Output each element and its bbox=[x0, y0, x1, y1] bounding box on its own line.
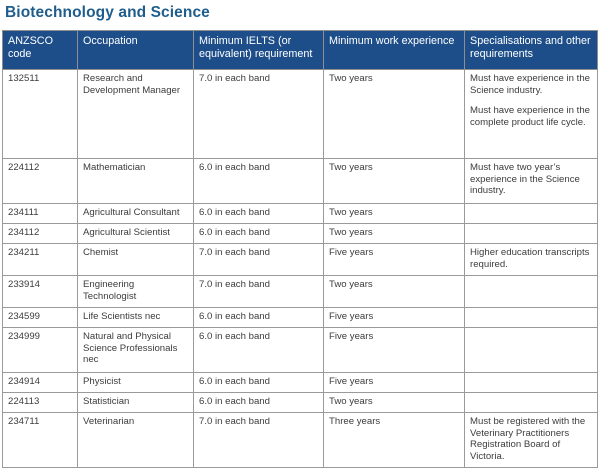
cell-code: 132511 bbox=[3, 70, 78, 159]
cell-occupation: Agricultural Consultant bbox=[78, 204, 194, 224]
cell-occupation: Chemist bbox=[78, 244, 194, 276]
cell-requirements bbox=[465, 159, 598, 204]
cell-occupation: Agricultural Scientist bbox=[78, 224, 194, 244]
table-row bbox=[3, 224, 598, 244]
cell-experience: Two years bbox=[324, 70, 465, 159]
cell-ielts: 6.0 in each band bbox=[194, 308, 324, 328]
table-row bbox=[3, 276, 598, 308]
header-minimum-work-experience: Minimum work experience bbox=[324, 31, 465, 70]
header-specialisations: Specialisations and other requirements bbox=[465, 31, 598, 70]
cell-ielts: 7.0 in each band bbox=[194, 244, 324, 276]
cell-code: 234211 bbox=[3, 244, 78, 276]
cell-code: 224112 bbox=[3, 159, 78, 204]
requirement-text: Must have two year’s experience in the Science industry. bbox=[470, 162, 580, 196]
cell-code: 234112 bbox=[3, 224, 78, 244]
cell-occupation: Engineering Technologist bbox=[78, 276, 194, 308]
cell-experience: Two years bbox=[324, 393, 465, 413]
table-header-row bbox=[3, 31, 598, 70]
header-occupation: Occupation bbox=[78, 31, 194, 70]
cell-experience: Five years bbox=[324, 373, 465, 393]
cell-requirements bbox=[465, 413, 598, 468]
cell-requirements bbox=[465, 393, 598, 413]
cell-experience: Two years bbox=[324, 159, 465, 204]
cell-requirements bbox=[465, 373, 598, 393]
cell-experience: Five years bbox=[324, 244, 465, 276]
cell-experience: Two years bbox=[324, 276, 465, 308]
cell-code: 234599 bbox=[3, 308, 78, 328]
cell-experience: Five years bbox=[324, 328, 465, 373]
requirement-text: Must have experience in the Science industry. bbox=[470, 73, 590, 96]
cell-experience: Two years bbox=[324, 224, 465, 244]
cell-requirements bbox=[465, 308, 598, 328]
table-row bbox=[3, 328, 598, 373]
cell-ielts: 6.0 in each band bbox=[194, 224, 324, 244]
occupation-table bbox=[2, 30, 598, 468]
cell-requirements bbox=[465, 224, 598, 244]
cell-requirements bbox=[465, 204, 598, 224]
cell-experience: Two years bbox=[324, 204, 465, 224]
cell-code: 234711 bbox=[3, 413, 78, 468]
cell-requirements bbox=[465, 244, 598, 276]
cell-requirements bbox=[465, 276, 598, 308]
table-row bbox=[3, 393, 598, 413]
requirement-text: Must be registered with the Veterinary Practitioners Registration Board of Victoria. bbox=[470, 416, 586, 462]
cell-occupation: Natural and Physical Science Professionals nec bbox=[78, 328, 194, 373]
cell-ielts: 6.0 in each band bbox=[194, 393, 324, 413]
cell-occupation: Research and Development Manager bbox=[78, 70, 194, 159]
cell-requirements bbox=[465, 328, 598, 373]
cell-ielts: 6.0 in each band bbox=[194, 373, 324, 393]
cell-ielts: 7.0 in each band bbox=[194, 276, 324, 308]
table-row bbox=[3, 204, 598, 224]
cell-requirements bbox=[465, 70, 598, 159]
table-row bbox=[3, 373, 598, 393]
requirement-text: Must have experience in the complete product life cycle. bbox=[470, 105, 590, 128]
table-row bbox=[3, 159, 598, 204]
cell-experience: Three years bbox=[324, 413, 465, 468]
cell-ielts: 6.0 in each band bbox=[194, 159, 324, 204]
cell-ielts: 6.0 in each band bbox=[194, 328, 324, 373]
cell-ielts: 7.0 in each band bbox=[194, 70, 324, 159]
cell-code: 234914 bbox=[3, 373, 78, 393]
section-title: Biotechnology and Science bbox=[5, 4, 210, 21]
cell-ielts: 7.0 in each band bbox=[194, 413, 324, 468]
cell-occupation: Statistician bbox=[78, 393, 194, 413]
requirement-text: Higher education transcripts required. bbox=[470, 247, 590, 270]
cell-code: 234999 bbox=[3, 328, 78, 373]
cell-code: 224113 bbox=[3, 393, 78, 413]
cell-occupation: Physicist bbox=[78, 373, 194, 393]
header-anzsco-code: ANZSCO code bbox=[3, 31, 78, 70]
cell-occupation: Veterinarian bbox=[78, 413, 194, 468]
cell-occupation: Mathematician bbox=[78, 159, 194, 204]
cell-occupation: Life Scientists nec bbox=[78, 308, 194, 328]
table-row bbox=[3, 70, 598, 159]
table-row bbox=[3, 308, 598, 328]
cell-code: 234111 bbox=[3, 204, 78, 224]
cell-code: 233914 bbox=[3, 276, 78, 308]
table-row bbox=[3, 413, 598, 468]
cell-experience: Five years bbox=[324, 308, 465, 328]
table-row bbox=[3, 244, 598, 276]
header-minimum-ielts: Minimum IELTS (or equivalent) requirement bbox=[194, 31, 324, 70]
cell-ielts: 6.0 in each band bbox=[194, 204, 324, 224]
